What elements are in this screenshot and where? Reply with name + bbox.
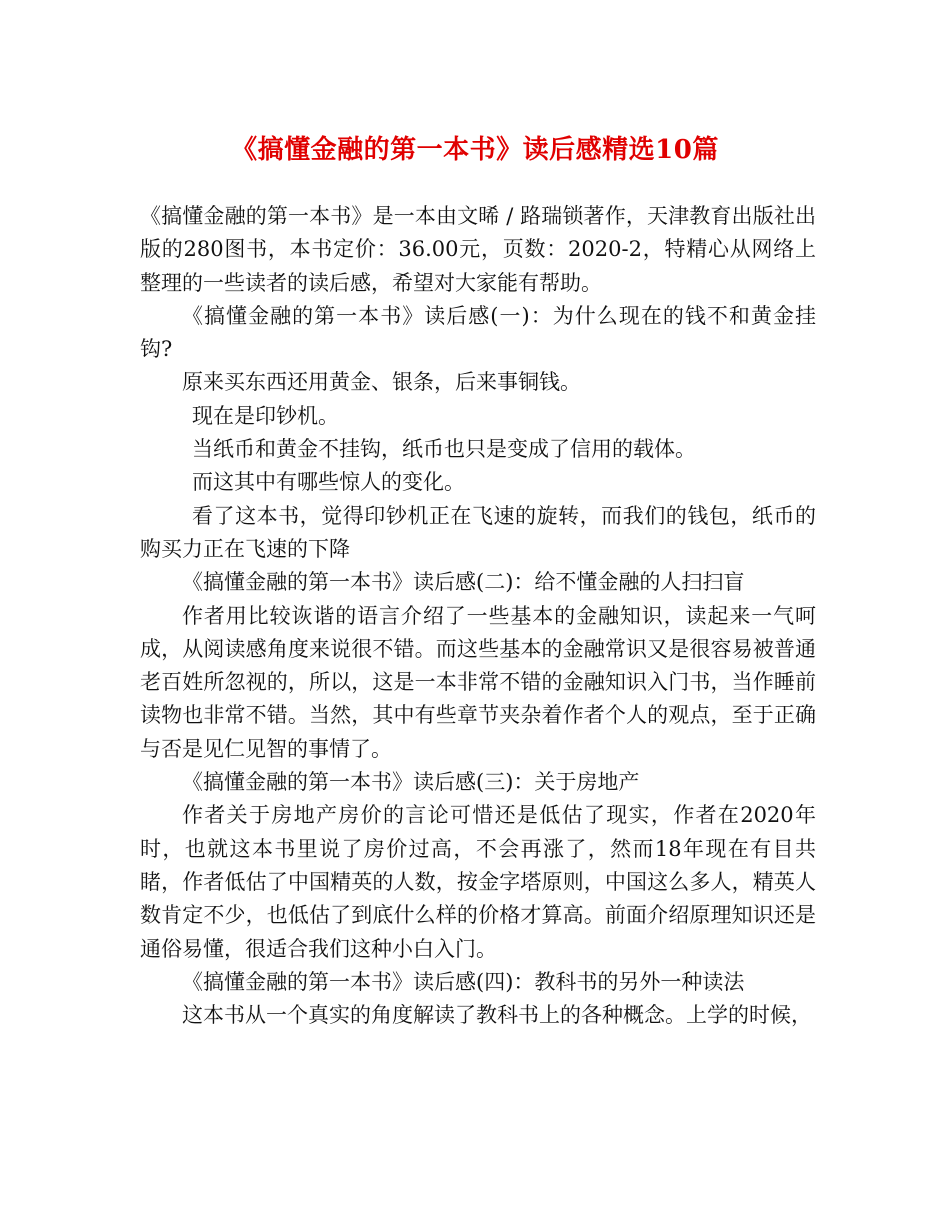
review-heading-4: 《搞懂金融的第一本书》读后感(四)：教科书的另外一种读法 (182, 969, 745, 994)
review-heading-3: 《搞懂金融的第一本书》读后感(三)：关于房地产 (182, 770, 640, 795)
document-body (140, 200, 816, 1032)
review-1-paragraph: 当纸币和黄金不挂钩，纸币也只是变成了信用的载体。 (192, 437, 696, 462)
review-1-paragraph: 看了这本书，觉得印钞机正在飞速的旋转，而我们的钱包，纸币的购买力正在飞速的下降 (140, 503, 816, 561)
review-3-paragraph: 作者关于房地产房价的言论可惜还是低估了现实，作者在2020年时，也就这本书里说了房价过高，不会再涨了，然而18年现在有目共睹，作者低估了中国精英的人数，按金字塔原则，中国这么多人，精英人数肯定不少，也低估了到底什么样的价格才算高。前面介绍原理知识还是通俗易懂，很适合我们这种小白入门。 (140, 803, 816, 961)
review-heading-2: 《搞懂金融的第一本书》读后感(二)：给不懂金融的人扫扫盲 (182, 570, 745, 595)
intro-paragraph: 《搞懂金融的第一本书》是一本由文晞 / 路瑞锁著作，天津教育出版社出版的280图书，本书定价：36.00元，页数：2020-2，特精心从网络上整理的一些读者的读后感，希望对大家能有帮助。 (140, 204, 816, 295)
review-1-paragraph: 而这其中有哪些惊人的变化。 (192, 470, 465, 495)
review-4-paragraph: 这本书从一个真实的角度解读了教科书上的各种概念。上学的时候， (182, 1003, 812, 1028)
review-1-paragraph: 原来买东西还用黄金、银条，后来事铜钱。 (182, 370, 581, 395)
document-title: 《搞懂金融的第一本书》读后感精选10篇 (231, 135, 719, 165)
review-1-paragraph: 现在是印钞机。 (192, 403, 339, 428)
review-2-paragraph: 作者用比较诙谐的语言介绍了一些基本的金融知识，读起来一气呵成，从阅读感角度来说很不错。而这些基本的金融常识又是很容易被普通老百姓所忽视的，所以，这是一本非常不错的金融知识入门书，当作睡前读物也非常不错。当然，其中有些章节夹杂着作者个人的观点，至于正确与否是见仁见智的事情了。 (140, 603, 816, 761)
review-heading-1: 《搞懂金融的第一本书》读后感(一)：为什么现在的钱不和黄金挂钩? (140, 303, 816, 362)
